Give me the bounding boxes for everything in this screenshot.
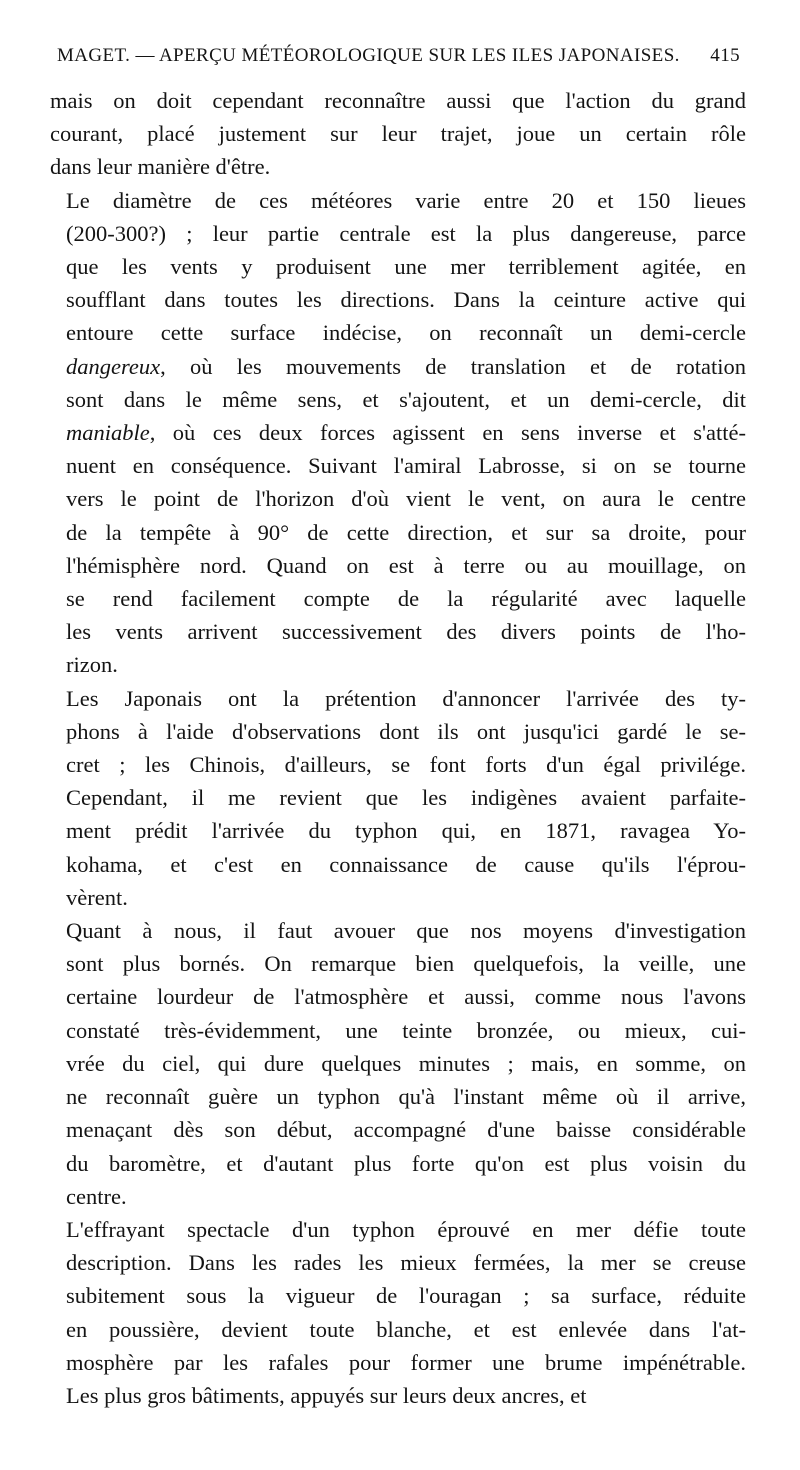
paragraph <box>50 184 746 682</box>
text-line: que les vents y produisent une mer terriblement agitée, en <box>66 254 746 280</box>
text-line: soufflant dans toutes les directions. Dans la ceinture active qui <box>66 287 746 313</box>
text-line: centre. <box>66 1183 127 1209</box>
text-line: de la tempête à 90° de cette direction, et sur sa droite, pour <box>66 519 746 545</box>
running-title: MAGET. — APERÇU MÉTÉOROLOGIQUE SUR LES ILES JAPONAISES. <box>57 45 680 66</box>
text-line: kohama, et c'est en connaissance de cause qu'ils l'éprou- <box>66 851 746 877</box>
text-line: entoure cette surface indécise, on reconnaît un demi-cercle <box>66 320 746 346</box>
italic-term: dangereux <box>66 353 161 379</box>
text-line: sont dans le même sens, et s'ajoutent, et un demi-cercle, dit <box>66 386 746 412</box>
text-line: certaine lourdeur de l'atmosphère et aussi, comme nous l'avons <box>66 984 746 1010</box>
text-line: L'effrayant spectacle d'un typhon éprouvé en mer défie toute <box>66 1216 746 1242</box>
text-line: rizon. <box>66 652 118 678</box>
text-line: Les Japonais ont la prétention d'annoncer l'arrivée des ty- <box>66 685 746 711</box>
text-line: maniable, où ces deux forces agissent en sens inverse et s'atté- <box>66 420 746 446</box>
text-line: description. Dans les rades les mieux fermées, la mer se creuse <box>66 1250 746 1276</box>
text-line: Les plus gros bâtiments, appuyés sur leurs deux ancres, et <box>66 1382 587 1408</box>
text-line: Le diamètre de ces météores varie entre 20 et 150 lieues <box>66 187 746 213</box>
text-line: nuent en conséquence. Suivant l'amiral Labrosse, si on se tourne <box>66 453 746 479</box>
text-line: mosphère par les rafales pour former une brume impénétrable. <box>66 1349 746 1375</box>
text-line: courant, placé justement sur leur trajet, joue un certain rôle <box>50 121 746 147</box>
italic-term: maniable <box>66 420 150 446</box>
paragraph <box>50 682 746 914</box>
text-line: en poussière, devient toute blanche, et est enlevée dans l'at- <box>66 1316 746 1342</box>
text-line: Quant à nous, il faut avouer que nos moyens d'investigation <box>66 918 746 944</box>
body-text <box>50 84 746 1412</box>
text-line: sont plus bornés. On remarque bien quelquefois, la veille, une <box>66 951 746 977</box>
paragraph <box>50 914 746 1213</box>
text-line: subitement sous la vigueur de l'ouragan ; sa surface, réduite <box>66 1283 746 1309</box>
text-line: dans leur manière d'être. <box>50 154 271 180</box>
text-line: constaté très-évidemment, une teinte bronzée, ou mieux, cui- <box>66 1017 746 1043</box>
text-line: vèrent. <box>66 884 128 910</box>
running-head <box>57 45 740 75</box>
text-line: ment prédit l'arrivée du typhon qui, en 1871, ravagea Yo- <box>66 818 746 844</box>
text-line: ne reconnaît guère un typhon qu'à l'instant même où il arrive, <box>66 1084 746 1110</box>
text-line: se rend facilement compte de la régularité avec laquelle <box>66 586 746 612</box>
text-line: menaçant dès son début, accompagné d'une baisse considérable <box>66 1117 746 1143</box>
paragraph <box>50 84 746 184</box>
text-line: dangereux, où les mouvements de translation et de rotation <box>66 353 746 379</box>
text-line: cret ; les Chinois, d'ailleurs, se font forts d'un égal privilége. <box>66 752 746 778</box>
paragraph <box>50 1213 746 1412</box>
page-number: 415 <box>710 45 740 66</box>
text-line: Cependant, il me revient que les indigènes avaient parfaite- <box>66 785 746 811</box>
text-line: phons à l'aide d'observations dont ils ont jusqu'ici gardé le se- <box>66 718 746 744</box>
text-line: l'hémisphère nord. Quand on est à terre ou au mouillage, on <box>66 552 746 578</box>
text-line: vrée du ciel, qui dure quelques minutes ; mais, en somme, on <box>66 1050 746 1076</box>
text-line: (200-300?) ; leur partie centrale est la plus dangereuse, parce <box>66 220 746 246</box>
text-line: du baromètre, et d'autant plus forte qu'on est plus voisin du <box>66 1150 746 1176</box>
text-line: vers le point de l'horizon d'où vient le vent, on aura le centre <box>66 486 746 512</box>
text-line: mais on doit cependant reconnaître aussi que l'action du grand <box>50 88 746 113</box>
text-line: les vents arrivent successivement des divers points de l'ho- <box>66 619 746 645</box>
